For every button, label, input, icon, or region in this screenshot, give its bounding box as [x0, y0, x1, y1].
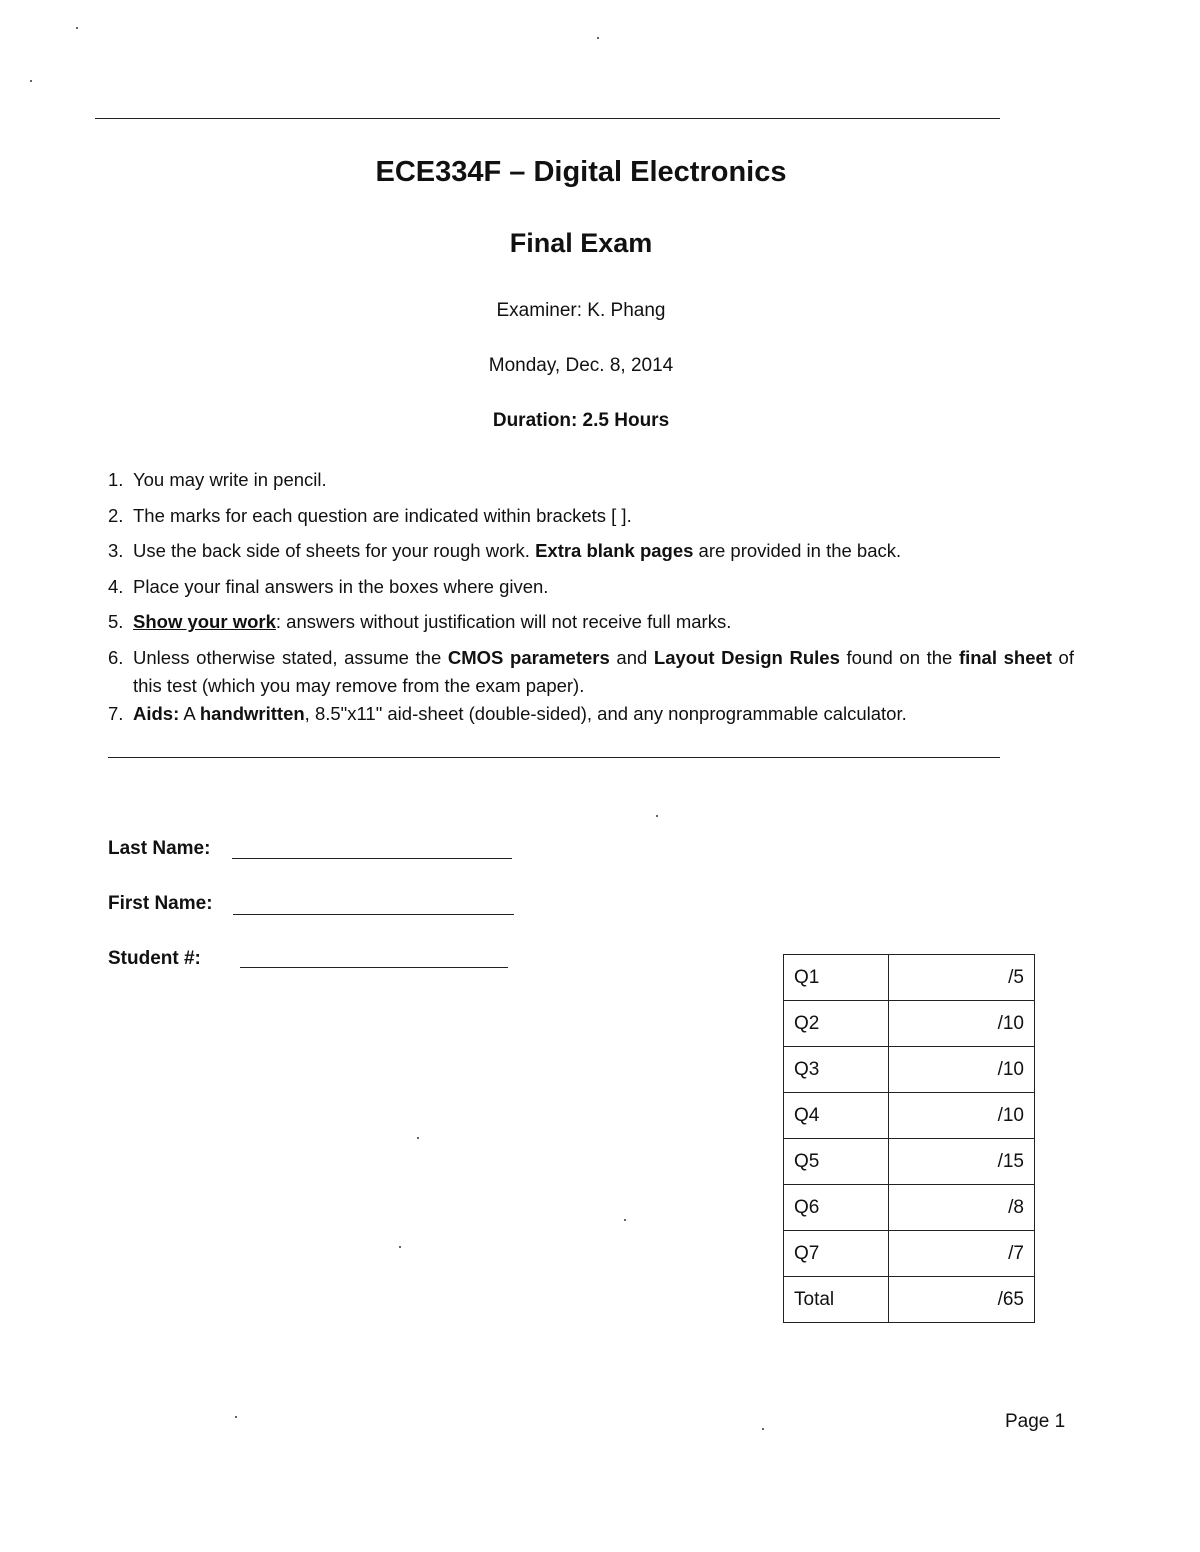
scan-speck — [656, 815, 658, 817]
question-cell: Q1 — [784, 955, 889, 1001]
marks-table — [783, 954, 1035, 1323]
table-row — [784, 1093, 1035, 1139]
instruction-item: 3. Use the back side of sheets for your rough work. Extra blank pages are provided in the back. — [108, 540, 902, 561]
table-row — [784, 1139, 1035, 1185]
question-cell: Q2 — [784, 1001, 889, 1047]
question-cell: Q5 — [784, 1139, 889, 1185]
instruction-item: 2. The marks for each question are indicated within brackets [ ]. — [108, 504, 632, 526]
marks-cell[interactable]: /65 — [889, 1277, 1035, 1323]
marks-cell[interactable]: /10 — [889, 1047, 1035, 1093]
course-title: ECE334F – Digital Electronics — [375, 156, 787, 188]
exam-date: Monday, Dec. 8, 2014 — [488, 355, 674, 376]
scan-speck — [235, 1416, 237, 1418]
question-cell: Q6 — [784, 1185, 889, 1231]
instruction-item: 6. Unless otherwise stated, assume the CMOS parameters and Layout Design Rules found on the final sheet of this test (which you may remove from the exam paper). — [108, 646, 1074, 696]
marks-cell[interactable]: /10 — [889, 1093, 1035, 1139]
scan-speck — [30, 80, 32, 82]
exam-title: Final Exam — [509, 228, 653, 258]
table-row — [784, 1001, 1035, 1047]
scan-speck — [762, 1428, 764, 1430]
first-name-field[interactable] — [233, 914, 514, 915]
marks-cell[interactable]: /7 — [889, 1231, 1035, 1277]
instruction-item: 5. Show your work: answers without justification will not receive full marks. — [108, 611, 732, 632]
student-number-field[interactable] — [240, 967, 508, 968]
instructions-list — [108, 466, 1074, 728]
exam-duration: Duration: 2.5 Hours — [492, 410, 670, 431]
page-number: Page 1 — [1005, 1411, 1066, 1432]
first-name-label: First Name: — [108, 893, 213, 914]
scan-speck — [76, 27, 78, 29]
table-row — [784, 1277, 1035, 1323]
last-name-field[interactable] — [232, 858, 512, 859]
question-cell: Q7 — [784, 1231, 889, 1277]
scan-speck — [624, 1219, 626, 1221]
table-row — [784, 1185, 1035, 1231]
scan-speck — [399, 1246, 401, 1248]
last-name-label: Last Name: — [108, 838, 211, 859]
marks-cell[interactable]: /8 — [889, 1185, 1035, 1231]
marks-cell[interactable]: /10 — [889, 1001, 1035, 1047]
scan-speck — [417, 1137, 419, 1139]
table-row — [784, 955, 1035, 1001]
question-cell: Total — [784, 1277, 889, 1323]
top-divider — [95, 118, 1000, 119]
instruction-item: 1. You may write in pencil. — [108, 469, 327, 490]
table-row — [784, 1047, 1035, 1093]
student-number-label: Student #: — [108, 948, 201, 969]
examiner: Examiner: K. Phang — [496, 300, 666, 321]
table-row — [784, 1231, 1035, 1277]
instruction-item: 4. Place your final answers in the boxes where given. — [108, 575, 549, 597]
section-divider — [108, 757, 1000, 758]
instruction-item: 7. Aids: A handwritten, 8.5"x11" aid-sheet (double-sided), and any nonprogrammable calculator. — [108, 702, 907, 724]
marks-cell[interactable]: /15 — [889, 1139, 1035, 1185]
marks-cell[interactable]: /5 — [889, 955, 1035, 1001]
scan-speck — [597, 37, 599, 39]
question-cell: Q4 — [784, 1093, 889, 1139]
question-cell: Q3 — [784, 1047, 889, 1093]
